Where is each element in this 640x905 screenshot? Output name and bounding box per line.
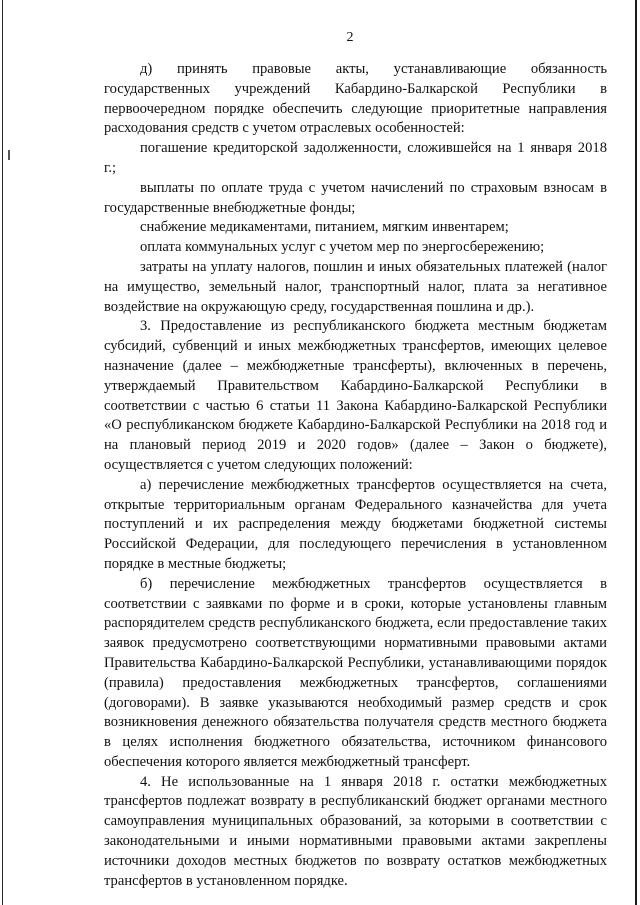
scan-edge-left xyxy=(2,0,3,905)
paragraph-section-4: 4. Не использованные на 1 января 2018 г. остатки межбюджетных трансфертов подлежат возврату в республиканский бюджет органами местного самоуправления муниципальных образований, за которыми в соответствии с законодательными и иными нормативными правовыми актами закреплены источники доходов местных бюджетов по возврату остатков межбюджетных трансфертов в установленном порядке. xyxy=(104,773,607,889)
paragraph-section-3: 3. Предоставление из республиканского бюджета местным бюджетам субсидий, субвенций и иных межбюджетных трансфертов, имеющих целевое назначение (далее – межбюджетные трансферты), включенных в перечень, утверждаемый Правительством Кабардино-Балкарской Республики в соответствии с частью 6 статьи 11 Закона Кабардино-Балкарской Республики «О республиканском бюджете Кабардино-Балкарской Республики на 2018 год и на плановый период 2019 и 2020 годов» (далее – Закон о бюджете), осуществляется с учетом следующих положений: xyxy=(104,318,607,473)
page-number: 2 xyxy=(346,30,354,45)
paragraph-item-a: а) перечисление межбюджетных трансфертов осуществляется на счета, открытые территориальным органам Федерального казначейства для учета поступлений и их распределения между бюджетами бюджетной системы Российской Федерации, для последующего перечисления в установленном порядке в местные бюджеты; xyxy=(104,476,607,572)
document-body xyxy=(104,60,607,891)
scan-edge-right xyxy=(635,0,637,905)
paragraph-medical-supplies: снабжение медикаментами, питанием, мягким инвентарем; xyxy=(140,219,509,236)
paragraph-item-d: д) принять правовые акты, устанавливающие обязанность государственных учреждений Кабардино-Балкарской Республики в первоочередном порядке обеспечить следующие приоритетные направления расходования средств с учетом отраслевых особенностей: xyxy=(104,61,607,137)
paragraph-salary-payments: выплаты по оплате труда с учетом начислений по страховым взносам в государственные внебюджетные фонды; xyxy=(104,179,607,216)
paragraph-utilities: оплата коммунальных услуг с учетом мер по энергосбережению; xyxy=(140,239,545,256)
paragraph-item-b: б) перечисление межбюджетных трансфертов осуществляется в соответствии с заявками по форме и в сроки, которые установлены главным распорядителем средств республиканского бюджета, если предоставление таких заявок предусмотрено соответствующими нормативными правовыми актами Правительства Кабардино-Балкарской Республики, устанавливающими порядок (правила) предоставления межбюджетных трансфертов, соглашениями (договорами). В заявке указываются необходимый размер средств и срок возникновения денежного обязательства получателя средств местного бюджета в целях исполнения бюджетного обязательства, источником финансового обеспечения которого является межбюджетный трансферт. xyxy=(104,575,607,770)
paragraph-debt-repayment: погашение кредиторской задолженности, сложившейся на 1 января 2018 г.; xyxy=(104,140,607,176)
paragraph-taxes: затраты на уплату налогов, пошлин и иных обязательных платежей (налог на имущество, земельный налог, транспортный налог, плата за негативное воздействие на окружающую среду, государственная пошлина и др.). xyxy=(104,258,607,315)
scan-mark xyxy=(8,150,10,160)
